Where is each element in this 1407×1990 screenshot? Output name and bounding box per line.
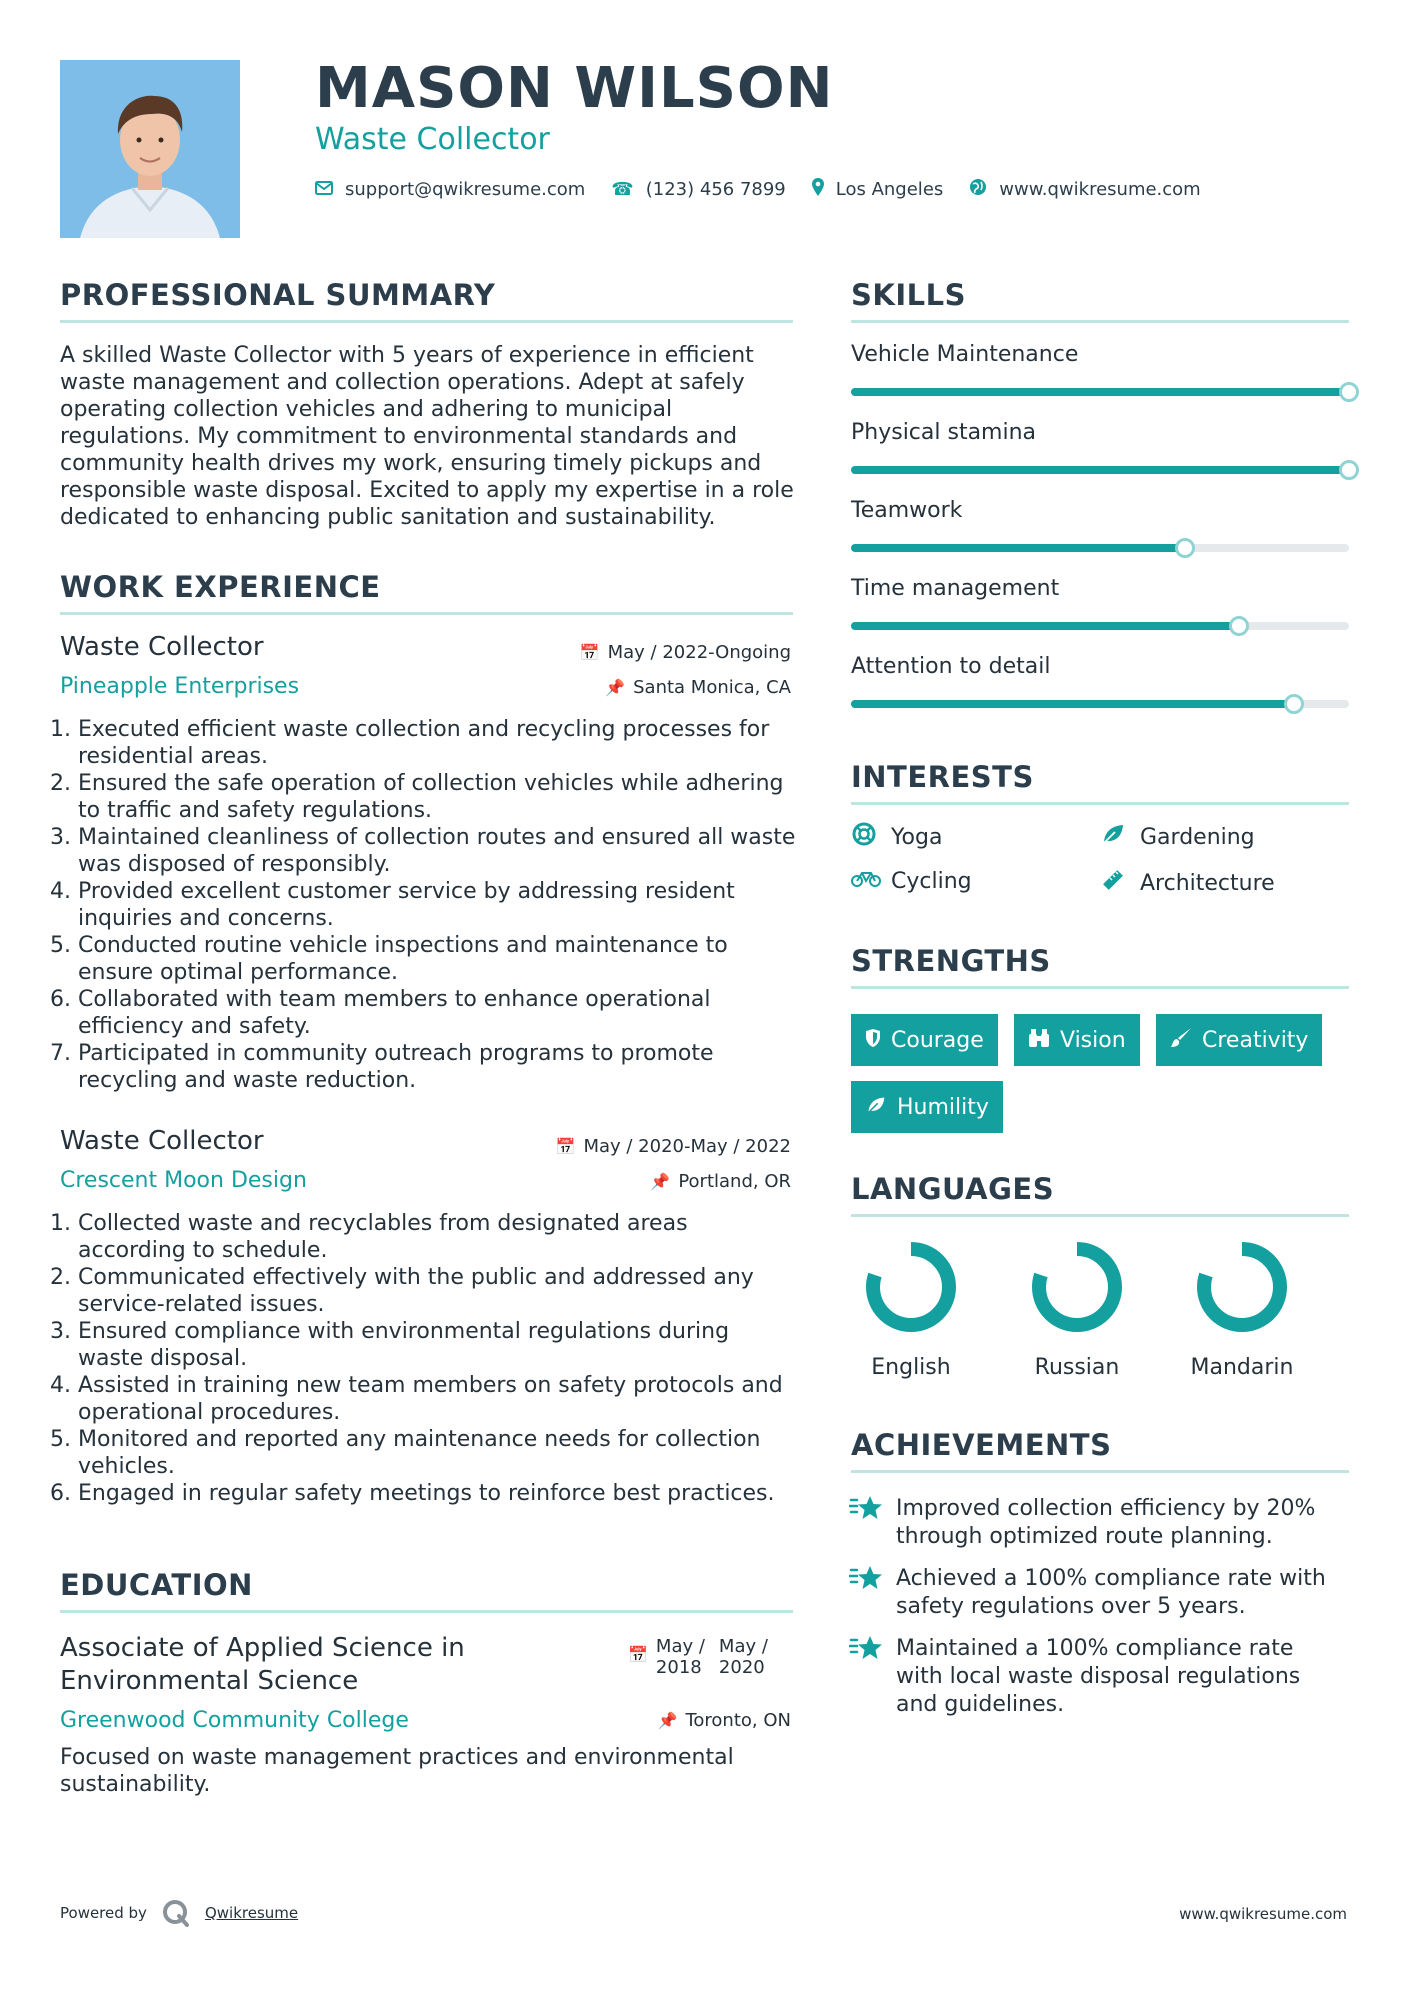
list-item: 4. Assisted in training new team members on safety protocols and operational procedures. — [78, 1372, 800, 1426]
job-company: Crescent Moon Design — [60, 1168, 307, 1193]
interests-divider — [851, 802, 1349, 805]
profile-photo — [60, 60, 240, 238]
summary-heading: PROFESSIONAL SUMMARY — [60, 278, 496, 312]
job-location — [605, 677, 791, 698]
calendar-icon: 📅 — [555, 1137, 576, 1156]
languages-divider — [851, 1214, 1349, 1217]
skill-bar-fill — [851, 622, 1239, 630]
strength-label: Humility — [897, 1094, 989, 1120]
education-location-text: Toronto, ON — [685, 1710, 791, 1731]
achievement-line: safety regulations over 5 years. — [896, 1594, 1246, 1619]
job-title: Waste Collector — [60, 1126, 264, 1156]
skill-bar-knob — [1175, 538, 1195, 558]
job-company: Pineapple Enterprises — [60, 674, 300, 699]
strength-label: Creativity — [1202, 1027, 1309, 1053]
email-text: support@qwikresume.com — [345, 179, 586, 200]
skill-name: Time management — [851, 576, 1060, 601]
list-item: 5. Conducted routine vehicle inspections and maintenance to ensure optimal performance. — [78, 932, 800, 986]
skill-bar-track — [851, 388, 1349, 396]
achievement-line: Maintained a 100% compliance rate — [896, 1636, 1294, 1661]
achievement-line: and guidelines. — [896, 1692, 1065, 1717]
ruler-icon — [1100, 868, 1126, 898]
skill-bar-fill — [851, 388, 1349, 396]
interest-label: Cycling — [891, 868, 972, 894]
job-location-text: Santa Monica, CA — [633, 677, 791, 698]
achievement-line: Improved collection efficiency by 20% — [896, 1496, 1316, 1521]
contact-website[interactable] — [969, 178, 1200, 201]
job-date-text: May / 2022-Ongoing — [607, 642, 791, 663]
list-item: 2. Communicated effectively with the public and addressed any service-related issues. — [78, 1264, 800, 1318]
list-item: 3. Maintained cleanliness of collection routes and ensured all waste was disposed of responsibly. — [78, 824, 800, 878]
language-ring — [1187, 1232, 1297, 1342]
job-location — [650, 1171, 791, 1192]
skill-bar-fill — [851, 466, 1349, 474]
job-title: Waste Collector — [60, 632, 264, 662]
list-item: 1. Collected waste and recyclables from designated areas according to schedule. — [78, 1210, 800, 1264]
list-item: 6. Collaborated with team members to enhance operational efficiency and safety. — [78, 986, 800, 1040]
job-date-text: May / 2020-May / 2022 — [583, 1136, 791, 1157]
star-badge-icon — [849, 1564, 883, 1599]
skill-bar-track — [851, 622, 1349, 630]
skill-bar-fill — [851, 544, 1185, 552]
leaf-icon — [1100, 822, 1126, 852]
summary-text: A skilled Waste Collector with 5 years of experience in efficient waste management and collection operations. Adept at safely operating collection vehicles and adhering to municipal regulations. My commitment to environmental standards and community health drives my work, ensuring timely pickups and responsible waste disposal. Excited to apply my expertise in a role dedicated to enhancing public sanitation and sustainability. — [60, 343, 794, 530]
contact-bar — [315, 178, 1227, 201]
skill-name: Teamwork — [851, 498, 963, 523]
edu-end — [719, 1636, 768, 1678]
list-item: 6. Engaged in regular safety meetings to reinforce best practices. — [78, 1480, 800, 1507]
education-description: Focused on waste management practices and environmental sustainability. — [60, 1745, 734, 1797]
degree-line-2: Environmental Science — [60, 1666, 359, 1696]
candidate-role: Waste Collector — [315, 122, 550, 157]
envelope-icon — [315, 179, 333, 200]
achievement-item — [896, 1635, 1356, 1719]
job-bullets — [60, 716, 800, 1094]
school-name: Greenwood Community College — [60, 1708, 409, 1733]
strength-tag — [851, 1014, 998, 1066]
pushpin-icon: 📌 — [605, 678, 626, 697]
contact-email[interactable] — [315, 179, 585, 200]
language-ring-arc — [1039, 1249, 1115, 1325]
interest-label: Gardening — [1140, 824, 1255, 850]
degree-line-1: Associate of Applied Science in — [60, 1633, 465, 1663]
interest-label: Yoga — [891, 824, 943, 850]
list-item: 3. Ensured compliance with environmental regulations during waste disposal. — [78, 1318, 800, 1372]
website-text: www.qwikresume.com — [999, 179, 1201, 200]
experience-divider — [60, 612, 793, 615]
interests-heading: INTERESTS — [851, 760, 1034, 794]
lifebuoy-icon — [851, 822, 877, 852]
pushpin-icon: 📌 — [657, 1711, 678, 1730]
language-ring — [1022, 1232, 1132, 1342]
degree-title — [60, 1632, 465, 1698]
interest-item — [851, 822, 942, 852]
skills-heading: SKILLS — [851, 278, 966, 312]
star-badge-icon — [849, 1634, 883, 1669]
strength-label: Vision — [1060, 1027, 1126, 1053]
achievements-divider — [851, 1470, 1349, 1473]
contact-location — [812, 178, 944, 201]
edu-start-year: 2018 — [655, 1657, 702, 1678]
strength-tag — [1014, 1014, 1140, 1066]
bicycle-icon — [851, 868, 877, 894]
education-divider — [60, 1610, 793, 1613]
edu-end-month: May / — [718, 1636, 768, 1657]
list-item: 1. Executed efficient waste collection and recycling processes for residential areas. — [78, 716, 800, 770]
pushpin-icon: 📌 — [650, 1172, 671, 1191]
edu-start — [656, 1636, 705, 1678]
skill-bar-knob — [1284, 694, 1304, 714]
skill-bar-knob — [1339, 382, 1359, 402]
education-location — [658, 1710, 791, 1731]
achievement-item — [896, 1565, 1356, 1621]
summary-divider — [60, 320, 793, 323]
job-date — [556, 1136, 791, 1157]
globe-icon — [969, 178, 987, 201]
skill-name: Vehicle Maintenance — [851, 342, 1079, 367]
star-badge-icon — [849, 1494, 883, 1529]
calendar-icon: 📅 — [579, 643, 600, 662]
achievements-heading: ACHIEVEMENTS — [851, 1428, 1112, 1462]
education-date — [628, 1636, 768, 1678]
achievement-line: with local waste disposal regulations — [896, 1664, 1301, 1689]
experience-heading: WORK EXPERIENCE — [60, 570, 381, 604]
achievement-line: through optimized route planning. — [896, 1524, 1273, 1549]
list-item: 4. Provided excellent customer service by addressing resident inquiries and concerns. — [78, 878, 800, 932]
skill-bar-track — [851, 544, 1349, 552]
skill-name: Physical stamina — [851, 420, 1037, 445]
brush-icon — [1170, 1027, 1192, 1054]
strengths-heading: STRENGTHS — [851, 944, 1051, 978]
binoculars-icon — [1028, 1028, 1050, 1053]
footer-website[interactable]: www.qwikresume.com — [1179, 1905, 1347, 1923]
skill-name: Attention to detail — [851, 654, 1051, 679]
job-date — [580, 642, 791, 663]
interest-label: Architecture — [1140, 870, 1275, 896]
interest-item — [1100, 822, 1255, 852]
skills-divider — [851, 320, 1349, 323]
skill-bar-fill — [851, 700, 1294, 708]
language-label: English — [871, 1355, 951, 1380]
skill-bar-track — [851, 700, 1349, 708]
edu-start-month: May / — [655, 1636, 705, 1657]
achievement-line: Achieved a 100% compliance rate with — [896, 1566, 1326, 1591]
language-ring — [856, 1232, 966, 1342]
language-label: Mandarin — [1190, 1355, 1294, 1380]
language-ring-arc — [1204, 1249, 1280, 1325]
job-location-text: Portland, OR — [678, 1171, 791, 1192]
language-label: Russian — [1034, 1355, 1120, 1380]
language-ring-arc — [873, 1249, 949, 1325]
skill-bar-knob — [1229, 616, 1249, 636]
education-heading: EDUCATION — [60, 1568, 253, 1602]
calendar-icon: 📅 — [628, 1645, 648, 1664]
phone-text: (123) 456 7899 — [645, 179, 786, 200]
strength-label: Courage — [891, 1027, 984, 1053]
shield-icon — [865, 1028, 881, 1053]
strength-tag — [851, 1081, 1003, 1133]
qwikresume-link[interactable]: Qwikresume — [204, 1904, 299, 1922]
list-item: 5. Monitored and reported any maintenance needs for collection vehicles. — [78, 1426, 800, 1480]
interest-item — [1100, 868, 1275, 898]
candidate-name: MASON WILSON — [315, 56, 834, 121]
edu-end-year: 2020 — [718, 1657, 765, 1678]
skill-bar-track — [851, 466, 1349, 474]
job-bullets — [60, 1210, 800, 1507]
skill-bar-knob — [1339, 460, 1359, 480]
list-item: 2. Ensured the safe operation of collection vehicles while adhering to traffic and safety regulations. — [78, 770, 800, 824]
powered-by-text: Powered by — [60, 1904, 147, 1922]
contact-phone[interactable] — [611, 179, 785, 200]
qwikresume-logo-icon — [161, 1898, 191, 1928]
strength-tag — [1156, 1014, 1322, 1066]
phone-icon: ☎ — [611, 179, 634, 200]
strengths-divider — [851, 986, 1349, 989]
footer-powered — [60, 1898, 298, 1928]
leaf-icon — [865, 1095, 887, 1120]
location-text: Los Angeles — [835, 179, 944, 200]
map-pin-icon — [812, 178, 824, 201]
list-item: 7. Participated in community outreach programs to promote recycling and waste reduction. — [78, 1040, 800, 1094]
achievement-item — [896, 1495, 1356, 1551]
interest-item — [851, 868, 972, 894]
languages-heading: LANGUAGES — [851, 1172, 1055, 1206]
